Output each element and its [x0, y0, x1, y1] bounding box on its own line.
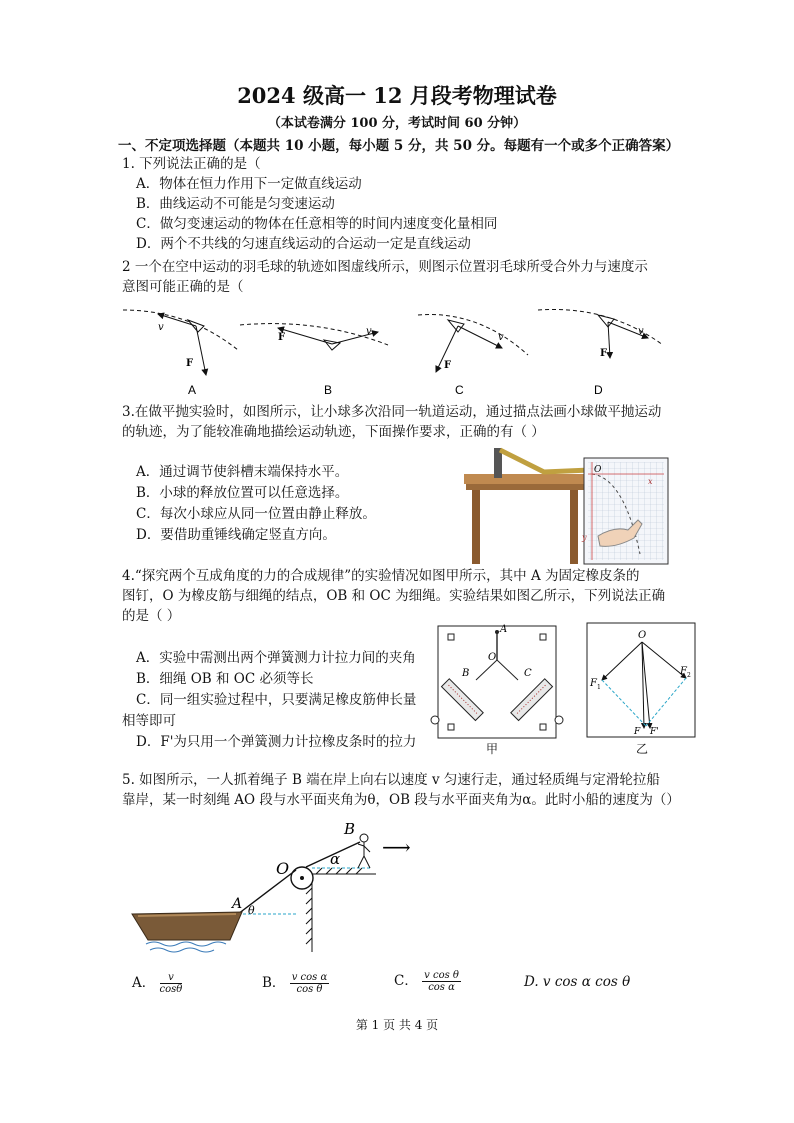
- question-4-option-b: B．细绳 OB 和 OC 必须等长: [136, 671, 314, 687]
- yi-f: F: [634, 727, 641, 737]
- panel-c-figure: [418, 315, 528, 398]
- question-1-option-b: B．曲线运动不可能是匀变速运动: [136, 196, 335, 212]
- option-c-denominator: cos α: [428, 982, 455, 993]
- option-c-numerator: v cos θ: [424, 970, 459, 981]
- question-3-stem: 3.在做平抛实验时，如图所示，让小球多次沿同一轨道运动，通过描点法画小球做平抛运动: [122, 404, 662, 420]
- figure-yi-caption: 乙: [636, 742, 649, 756]
- question-5-option-a: [132, 972, 182, 995]
- option-a-numerator: v: [160, 972, 183, 984]
- question-4-stem-line3: 的是（ ）: [122, 608, 181, 624]
- question-3-option-c: C．每次小球应从同一位置由静止释放。: [136, 506, 376, 522]
- panel-b-v: v: [366, 326, 372, 337]
- option-a-fraction: [160, 972, 183, 995]
- section-heading: 一、不定项选择题（本题共 10 小题，每小题 5 分，共 50 分。每题有一个或多个正确答案）: [118, 138, 680, 154]
- question-5-stem-line2: 靠岸，某一时刻绳 AO 段与水平面夹角为θ，OB 段与水平面夹角为α。此时小船的速度为（）: [122, 792, 680, 808]
- board-o: O: [594, 465, 602, 475]
- direction-arrow: ⟶: [382, 835, 411, 859]
- option-c-fraction: [422, 970, 461, 993]
- panel-c-v: v: [498, 332, 504, 343]
- question-3-stem-line2: 的轨迹，为了能较准确地描绘运动轨迹，下面操作要求，正确的有（ ）: [122, 424, 545, 440]
- panel-b-f: F: [278, 332, 286, 343]
- question-5-option-d: D. v cos α cos θ: [524, 974, 631, 990]
- option-a-denominator: cosθ: [159, 984, 183, 995]
- label-o: O: [276, 859, 290, 878]
- question-4-stem: 4.“探究两个互成角度的力的合成规律”的实验情况如图甲所示，其中 A 为固定橡皮条的: [122, 568, 640, 584]
- page-title: 2024 级高一 12 月段考物理试卷: [237, 83, 557, 108]
- yi-f2: F: [680, 666, 687, 677]
- panel-a-f: F: [186, 358, 194, 369]
- question-1-option-a: A．物体在恒力作用下一定做直线运动: [136, 176, 362, 192]
- question-2-stem-line2: 意图可能正确的是（: [122, 279, 244, 295]
- option-c-prefix: C．: [394, 973, 418, 989]
- panel-a-label: A: [188, 383, 197, 397]
- question-1-option-c: C．做匀变速运动的物体在任意相等的时间内速度变化量相同: [136, 216, 498, 232]
- board-y: y: [582, 533, 587, 542]
- question-5-stem: 5. 如图所示，一人抓着绳子 B 端在岸上向右以速度 v 匀速行走，通过轻质绳与定滑轮拉船: [122, 772, 660, 788]
- panel-a-v: v: [158, 322, 164, 333]
- exam-info: （本试卷满分 100 分，考试时间 60 分钟）: [267, 116, 527, 131]
- question-5-option-b: [262, 972, 329, 995]
- yi-f2-sub: 2: [687, 672, 691, 679]
- option-b-denominator: cos θ: [296, 984, 323, 995]
- option-b-prefix: B．: [262, 975, 286, 991]
- yi-f1: F: [590, 678, 597, 689]
- panel-b-figure: [240, 324, 388, 397]
- question-4-stem-line2: 图钉，O 为橡皮筋与细绳的结点，OB 和 OC 为细绳。实验结果如图乙所示，下列说法正确: [122, 588, 666, 604]
- question-2-stem: 2 一个在空中运动的羽毛球的轨迹如图虚线所示，则图示位置羽毛球所受合外力与速度示: [122, 259, 648, 275]
- yi-f1-sub: 1: [597, 684, 601, 691]
- label-a: A: [232, 896, 243, 912]
- question-1-stem: 1. 下列说法正确的是（: [122, 156, 261, 172]
- jia-a: A: [500, 624, 508, 635]
- figure-yi: [586, 622, 696, 738]
- jia-b: B: [462, 668, 470, 679]
- yi-fp: F': [650, 727, 659, 737]
- panel-d-f: F: [600, 348, 608, 359]
- label-theta: θ: [248, 904, 255, 917]
- label-b: B: [344, 820, 356, 838]
- option-b-numerator: v cos α: [291, 972, 328, 983]
- figure-jia-caption: 甲: [486, 742, 499, 756]
- label-alpha: α: [330, 850, 341, 868]
- panel-a-figure: [123, 310, 238, 397]
- question-3-option-a: A．通过调节使斜槽末端保持水平。: [136, 464, 349, 480]
- panel-b-label: B: [324, 383, 333, 397]
- question-2-figures: [118, 300, 678, 400]
- board-x: x: [648, 477, 653, 486]
- panel-d-label: D: [594, 383, 603, 397]
- question-1-option-d: D．两个不共线的匀速直线运动的合运动一定是直线运动: [136, 236, 471, 252]
- yi-o: O: [638, 630, 647, 641]
- panel-d-v: v: [638, 326, 644, 337]
- projectile-apparatus-figure: [464, 444, 674, 566]
- option-a-prefix: A．: [132, 975, 156, 991]
- panel-d-figure: [538, 309, 663, 397]
- figure-jia: [430, 620, 564, 740]
- jia-c: C: [524, 668, 532, 679]
- panel-c-f: F: [444, 360, 452, 371]
- panel-c-label: C: [455, 383, 464, 397]
- question-5-option-c: [394, 970, 461, 993]
- option-b-fraction: [290, 972, 330, 995]
- question-4-option-c: C．同一组实验过程中，只要满足橡皮筋伸长量: [136, 692, 417, 708]
- jia-o: O: [488, 652, 497, 663]
- question-3-option-b: B．小球的释放位置可以任意选择。: [136, 485, 349, 501]
- question-4-option-a: A．实验中需测出两个弹簧测力计拉力间的夹角: [136, 650, 416, 666]
- question-4-option-d: D．F'为只用一个弹簧测力计拉橡皮条时的拉力: [136, 734, 417, 750]
- question-3-option-d: D．要借助重锤线确定竖直方向。: [136, 527, 336, 543]
- question-4-option-c-cont: 相等即可: [122, 713, 176, 729]
- page-number: 第 1 页 共 4 页: [355, 1018, 439, 1032]
- boat-pulley-figure: [126, 816, 426, 956]
